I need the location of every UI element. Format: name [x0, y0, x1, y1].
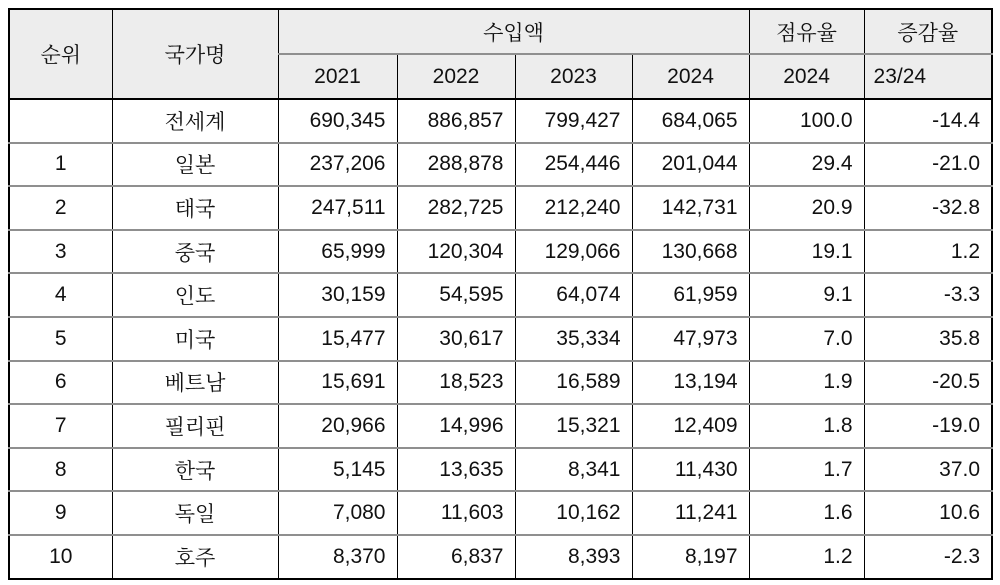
import-2023-cell: 799,427	[515, 99, 632, 143]
table-row	[9, 491, 992, 535]
country-cell: 인도	[112, 273, 278, 317]
import-2023-cell: 35,334	[515, 317, 632, 361]
import-2023-cell: 64,074	[515, 273, 632, 317]
import-statistics-table	[8, 8, 993, 580]
change-cell: -3.3	[864, 273, 992, 317]
country-cell: 전세계	[112, 99, 278, 143]
change-cell: 37.0	[864, 448, 992, 492]
header-year-2021: 2021	[278, 54, 397, 99]
import-2021-cell: 15,691	[278, 361, 397, 405]
import-2024-cell: 13,194	[632, 361, 749, 405]
country-cell: 필리핀	[112, 404, 278, 448]
import-2021-cell: 8,370	[278, 535, 397, 579]
country-cell: 독일	[112, 491, 278, 535]
share-cell: 29.4	[749, 143, 864, 187]
table-body	[9, 99, 992, 579]
header-rank: 순위	[9, 9, 112, 99]
rank-cell: 4	[9, 273, 112, 317]
country-cell: 호주	[112, 535, 278, 579]
import-2024-cell: 11,241	[632, 491, 749, 535]
share-cell: 1.2	[749, 535, 864, 579]
change-cell: 1.2	[864, 230, 992, 274]
table-row	[9, 535, 992, 579]
change-cell: -2.3	[864, 535, 992, 579]
import-2023-cell: 254,446	[515, 143, 632, 187]
table-row	[9, 186, 992, 230]
rank-cell: 2	[9, 186, 112, 230]
import-2022-cell: 288,878	[397, 143, 515, 187]
rank-cell: 1	[9, 143, 112, 187]
table-row	[9, 273, 992, 317]
import-2022-cell: 14,996	[397, 404, 515, 448]
change-cell: 35.8	[864, 317, 992, 361]
table-header	[9, 9, 992, 99]
import-2022-cell: 120,304	[397, 230, 515, 274]
import-2021-cell: 7,080	[278, 491, 397, 535]
import-2022-cell: 54,595	[397, 273, 515, 317]
import-2024-cell: 142,731	[632, 186, 749, 230]
rank-cell: 7	[9, 404, 112, 448]
import-2023-cell: 15,321	[515, 404, 632, 448]
import-2021-cell: 15,477	[278, 317, 397, 361]
import-2024-cell: 8,197	[632, 535, 749, 579]
import-2021-cell: 690,345	[278, 99, 397, 143]
import-2024-cell: 61,959	[632, 273, 749, 317]
import-2024-cell: 12,409	[632, 404, 749, 448]
country-cell: 중국	[112, 230, 278, 274]
import-2021-cell: 20,966	[278, 404, 397, 448]
change-cell: 10.6	[864, 491, 992, 535]
country-cell: 베트남	[112, 361, 278, 405]
import-2023-cell: 212,240	[515, 186, 632, 230]
import-2022-cell: 886,857	[397, 99, 515, 143]
header-share-year: 2024	[749, 54, 864, 99]
table-row	[9, 317, 992, 361]
import-2024-cell: 11,430	[632, 448, 749, 492]
import-2021-cell: 247,511	[278, 186, 397, 230]
import-2022-cell: 30,617	[397, 317, 515, 361]
share-cell: 100.0	[749, 99, 864, 143]
header-country: 국가명	[112, 9, 278, 99]
rank-cell: 8	[9, 448, 112, 492]
change-cell: -14.4	[864, 99, 992, 143]
import-2022-cell: 13,635	[397, 448, 515, 492]
import-2023-cell: 16,589	[515, 361, 632, 405]
import-2023-cell: 10,162	[515, 491, 632, 535]
country-cell: 미국	[112, 317, 278, 361]
share-cell: 19.1	[749, 230, 864, 274]
import-2024-cell: 684,065	[632, 99, 749, 143]
import-2023-cell: 8,393	[515, 535, 632, 579]
share-cell: 9.1	[749, 273, 864, 317]
import-2024-cell: 130,668	[632, 230, 749, 274]
rank-cell: 3	[9, 230, 112, 274]
import-2021-cell: 237,206	[278, 143, 397, 187]
header-share-group: 점유율	[749, 9, 864, 54]
rank-cell: 10	[9, 535, 112, 579]
header-change-group: 증감율	[864, 9, 992, 54]
table-row	[9, 448, 992, 492]
table-row	[9, 99, 992, 143]
import-2023-cell: 8,341	[515, 448, 632, 492]
share-cell: 1.9	[749, 361, 864, 405]
table-row	[9, 404, 992, 448]
share-cell: 1.6	[749, 491, 864, 535]
share-cell: 20.9	[749, 186, 864, 230]
import-2024-cell: 47,973	[632, 317, 749, 361]
change-cell: -19.0	[864, 404, 992, 448]
import-2021-cell: 30,159	[278, 273, 397, 317]
import-2022-cell: 6,837	[397, 535, 515, 579]
import-2023-cell: 129,066	[515, 230, 632, 274]
rank-cell: 5	[9, 317, 112, 361]
header-year-2023: 2023	[515, 54, 632, 99]
rank-cell	[9, 99, 112, 143]
change-cell: -32.8	[864, 186, 992, 230]
country-cell: 태국	[112, 186, 278, 230]
header-import-amount-group: 수입액	[278, 9, 749, 54]
table-row	[9, 230, 992, 274]
import-2024-cell: 201,044	[632, 143, 749, 187]
import-2022-cell: 282,725	[397, 186, 515, 230]
share-cell: 7.0	[749, 317, 864, 361]
header-year-2022: 2022	[397, 54, 515, 99]
change-cell: -21.0	[864, 143, 992, 187]
country-cell: 일본	[112, 143, 278, 187]
change-cell: -20.5	[864, 361, 992, 405]
header-year-2024: 2024	[632, 54, 749, 99]
import-2022-cell: 11,603	[397, 491, 515, 535]
country-cell: 한국	[112, 448, 278, 492]
import-2021-cell: 65,999	[278, 230, 397, 274]
import-statistics-table-container	[8, 8, 993, 580]
table-row	[9, 361, 992, 405]
header-change-period: 23/24	[864, 54, 992, 99]
share-cell: 1.8	[749, 404, 864, 448]
import-2021-cell: 5,145	[278, 448, 397, 492]
import-2022-cell: 18,523	[397, 361, 515, 405]
table-row	[9, 143, 992, 187]
rank-cell: 9	[9, 491, 112, 535]
rank-cell: 6	[9, 361, 112, 405]
share-cell: 1.7	[749, 448, 864, 492]
header-group-row	[9, 9, 992, 54]
